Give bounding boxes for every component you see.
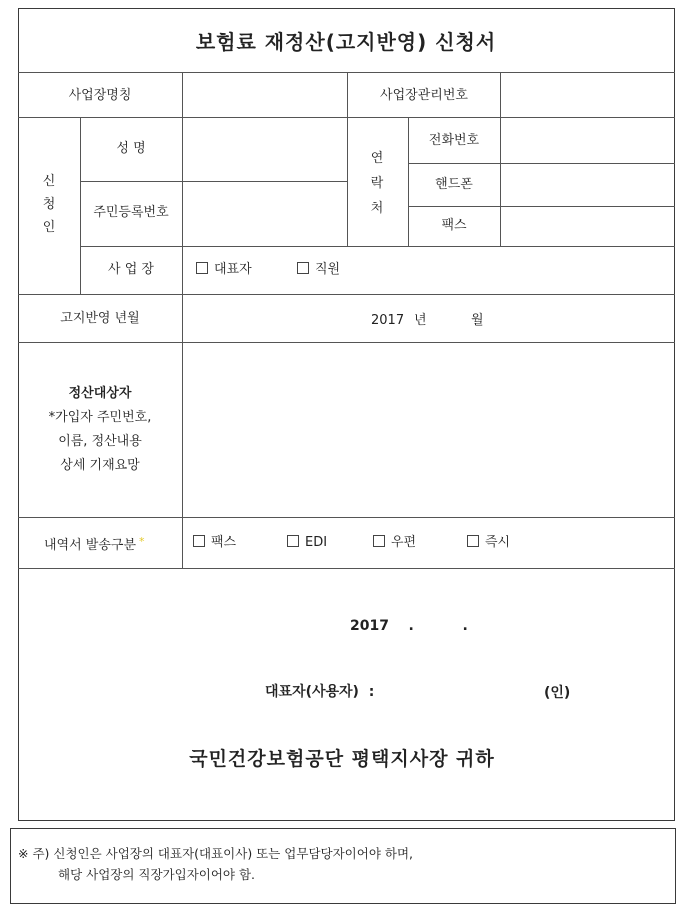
checkbox-icon [287, 535, 299, 547]
contact-label-2: 락 [370, 176, 384, 191]
target-label-line-3: 상세 기재요망 [60, 458, 140, 473]
applicant-label-1: 신 [42, 174, 56, 189]
workplace-option-representative[interactable]: 대표자 [196, 262, 252, 278]
rule-resident-bottom [80, 246, 675, 247]
rule-mobile-bottom [408, 206, 675, 207]
phone-field[interactable] [502, 119, 674, 162]
mobile-label: 핸드폰 [435, 177, 473, 192]
note-box [10, 828, 676, 904]
note-line-2: 해당 사업장의 직장가입자이어야 함. [58, 867, 256, 882]
applicant-label-3: 인 [42, 220, 56, 235]
rule-right-value-column [500, 72, 501, 246]
target-details-field[interactable] [184, 344, 674, 516]
resident-number-field[interactable] [184, 183, 346, 245]
rule-applicant-column [80, 117, 81, 294]
rule-target-bottom [18, 517, 675, 518]
rule-mid-column [347, 72, 348, 246]
rule-applicant-bottom [18, 294, 675, 295]
delivery-option-fax[interactable]: 팩스 [193, 535, 236, 551]
rule-label-column [182, 72, 183, 568]
business-name-label: 사업장명칭 [68, 88, 132, 103]
mobile-field[interactable] [502, 165, 674, 205]
note-line-1: ※ 주) 신청인은 사업장의 대표자(대표이사) 또는 업무담당자이어야 하며, [18, 846, 413, 861]
delivery-option-mail[interactable]: 우편 [373, 535, 416, 551]
business-name-field[interactable] [184, 74, 346, 116]
contact-label-3: 처 [370, 201, 384, 216]
fax-field[interactable] [502, 208, 674, 245]
representative-signature-field[interactable] [395, 678, 535, 704]
fax-label: 팩스 [441, 218, 467, 233]
representative-label: 대표자(사용자) : [265, 684, 375, 700]
workplace-label: 사 업 장 [108, 262, 154, 277]
checkbox-icon [193, 535, 205, 547]
delivery-option-edi[interactable]: EDI [287, 535, 327, 551]
target-label-line-1: *가입자 주민번호, [48, 410, 152, 425]
delivery-option-immediate[interactable]: 즉시 [467, 535, 510, 551]
rule-contact-sub-column [408, 117, 409, 246]
resident-number-label: 주민등록번호 [93, 205, 169, 220]
applicant-label-2: 청 [42, 197, 56, 212]
addressee: 국민건강보험공단 평택지사장 귀하 [189, 748, 495, 770]
business-number-label: 사업장관리번호 [380, 88, 468, 103]
rule-name-bottom [80, 181, 347, 182]
target-label-line-2: 이름, 정산내용 [58, 434, 142, 449]
billing-year[interactable]: 2017 [371, 313, 405, 328]
rule-billing-bottom [18, 342, 675, 343]
phone-label: 전화번호 [428, 133, 480, 148]
target-label-title: 정산대상자 [68, 386, 132, 401]
date-line: 2017 . . [350, 618, 468, 634]
seal-mark: (인) [544, 685, 571, 701]
name-field[interactable] [184, 119, 346, 180]
name-label: 성 명 [116, 141, 146, 156]
billing-month-label: 고지반영 년월 [60, 311, 140, 326]
month-unit: 월 [471, 313, 484, 328]
checkbox-icon [297, 262, 309, 274]
delivery-label: 내역서 발송구분 * [44, 535, 145, 553]
checkbox-icon [467, 535, 479, 547]
business-number-field[interactable] [502, 74, 674, 116]
checkbox-icon [373, 535, 385, 547]
rule-phone-bottom [408, 163, 675, 164]
contact-label-1: 연 [370, 151, 384, 166]
required-star: * [139, 535, 145, 548]
year-unit: 년 [414, 313, 427, 328]
workplace-option-employee[interactable]: 직원 [297, 262, 340, 278]
checkbox-icon [196, 262, 208, 274]
form-title: 보험료 재정산(고지반영) 신청서 [195, 30, 497, 54]
rule-delivery-bottom [18, 568, 675, 569]
